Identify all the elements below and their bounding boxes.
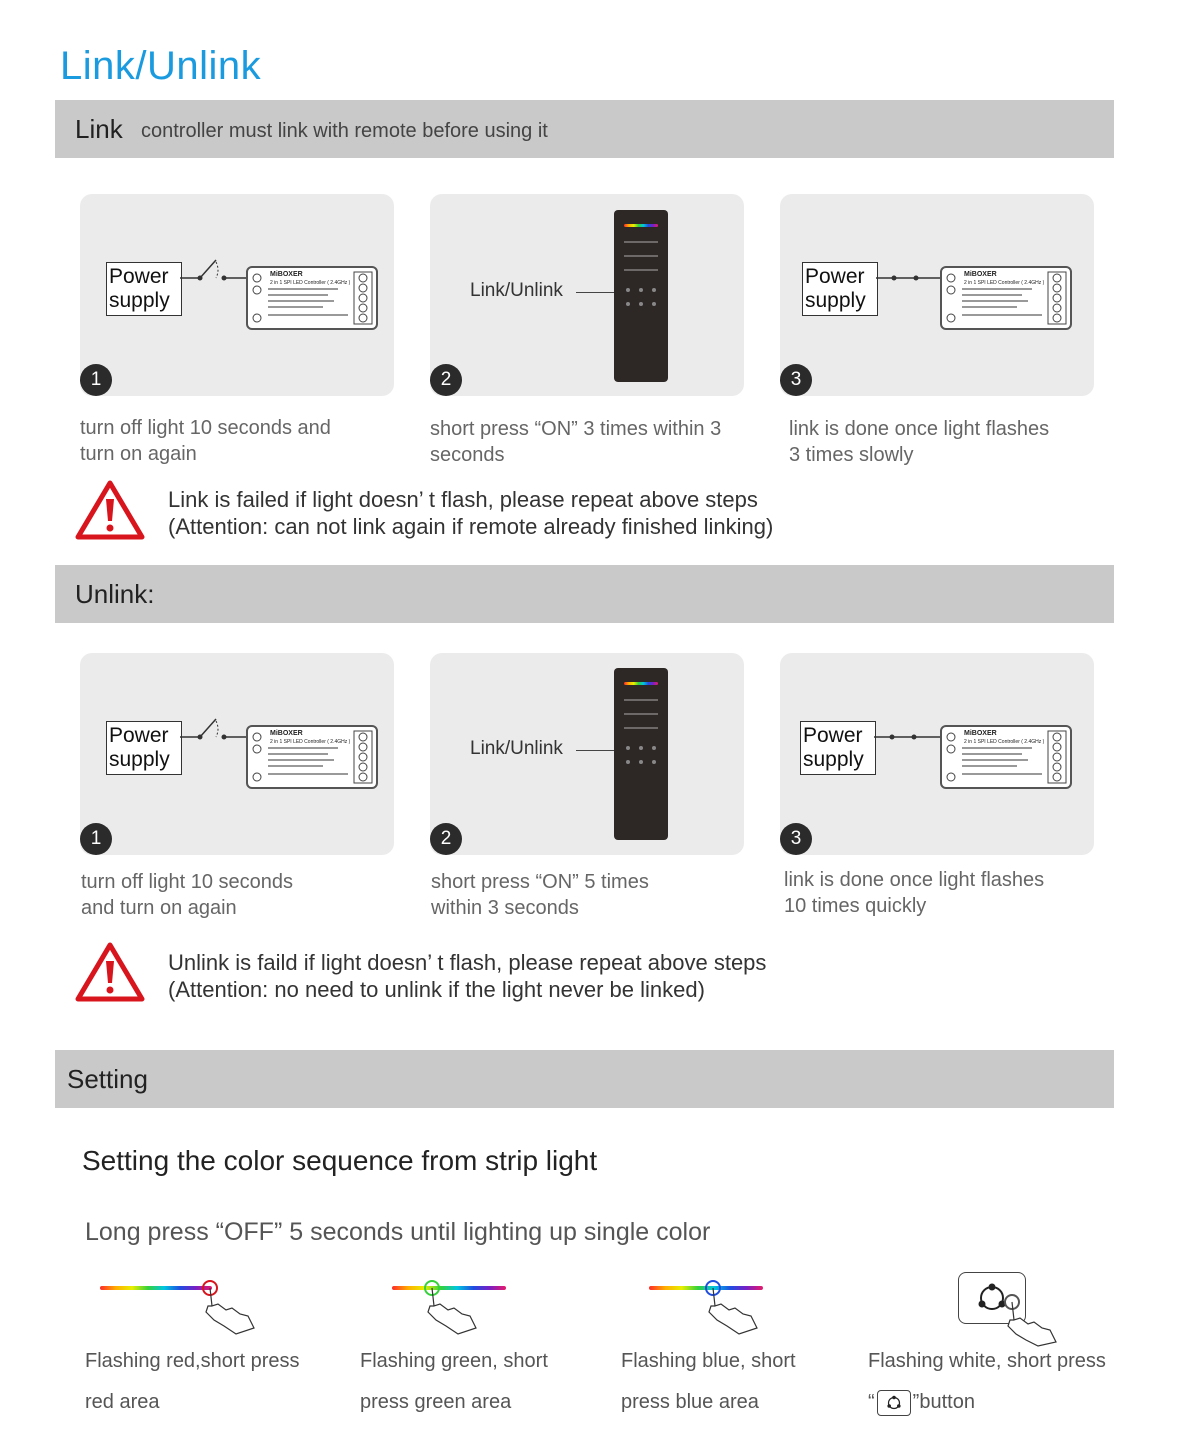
hand-press-icon: [196, 1276, 262, 1336]
page-title: Link/Unlink: [60, 44, 262, 88]
link-step-1-card: [80, 194, 394, 396]
cycle-button-inline: [877, 1390, 911, 1416]
caption-line: link is done once light flashes: [784, 869, 1045, 891]
caption-line: turn on again: [80, 443, 197, 465]
step-number-badge: 2: [430, 364, 462, 396]
unlink-warning-text: [168, 949, 766, 1003]
step-number-badge: 1: [80, 823, 112, 855]
controller-title: 2 in 1 SPI LED Controller ( 2.4GHz ): [964, 280, 1045, 286]
link-step-1-caption: [80, 415, 331, 467]
power-supply-box: Power supply: [800, 721, 876, 775]
unlink-step-2-caption: [431, 869, 649, 921]
controller-title: 2 in 1 SPI LED Controller ( 2.4GHz ): [270, 280, 351, 286]
step-number-badge: 2: [430, 823, 462, 855]
caption-line: press blue area: [621, 1391, 759, 1413]
controller-device: [940, 266, 1072, 330]
controller-brand: MiBOXER: [964, 271, 997, 278]
color-wheel-strip: [624, 682, 658, 685]
connection-wire: [874, 731, 942, 743]
connection-wire: [876, 272, 942, 284]
caption-line: red area: [85, 1391, 160, 1413]
controller-device: [246, 266, 378, 330]
step-number-badge: 1: [80, 364, 112, 396]
caption-line: 10 times quickly: [784, 895, 927, 917]
color-wheel-strip: [624, 224, 658, 227]
link-step-3-caption: [789, 416, 1049, 468]
power-supply-box: Power supply: [802, 262, 878, 316]
caption-line: Flashing blue, short: [621, 1350, 796, 1372]
link-section-header: [55, 100, 1114, 158]
warning-line: (Attention: can not link again if remote already finished linking): [168, 514, 774, 539]
link-step-2-card: [430, 194, 744, 396]
step-number-badge: 3: [780, 364, 812, 396]
label-leader-line: [576, 292, 614, 293]
unlink-step-1-caption: [81, 869, 293, 921]
hand-press-icon: [998, 1290, 1064, 1348]
cycle-icon: [886, 1395, 902, 1411]
controller-terminals: [248, 268, 376, 328]
link-step-2-caption: [430, 416, 721, 468]
caption-line: short press “ON” 5 times: [431, 871, 649, 893]
caption-line: [868, 1382, 1106, 1423]
setting-heading: Setting: [67, 1064, 148, 1094]
remote-control: [614, 668, 668, 840]
setting-section-header: [55, 1050, 1114, 1108]
unlink-section-header: [55, 565, 1114, 623]
remote-buttons: [614, 234, 668, 324]
caption-line: within 3 seconds: [431, 897, 579, 919]
controller-device: [246, 725, 378, 789]
step-number-badge: 3: [780, 823, 812, 855]
caption-line: 3 times slowly: [789, 444, 914, 466]
unlink-step-1-card: [80, 653, 394, 855]
caption-line: Flashing white, short press: [868, 1350, 1106, 1372]
switch-icon: [180, 711, 250, 751]
warning-line: (Attention: no need to unlink if the light never be linked): [168, 977, 705, 1002]
power-supply-box: Power supply: [106, 262, 182, 316]
unlink-step-3-caption: [784, 867, 1044, 919]
unlink-step-3-card: [780, 653, 1094, 855]
setting-item-red-caption: [85, 1341, 300, 1423]
setting-subtitle: Setting the color sequence from strip light: [82, 1145, 598, 1176]
link-step-3-card: [780, 194, 1094, 396]
controller-terminals: [942, 727, 1070, 787]
caption-line: link is done once light flashes: [789, 418, 1050, 440]
link-heading: Link: [75, 114, 123, 144]
controller-brand: MiBOXER: [964, 730, 997, 737]
caption-line: short press “ON” 3 times within 3: [430, 418, 722, 440]
controller-title: 2 in 1 SPI LED Controller ( 2.4GHz ): [964, 739, 1045, 745]
controller-terminals: [248, 727, 376, 787]
warning-icon: [74, 479, 146, 541]
hand-press-icon: [699, 1276, 765, 1336]
label-leader-line: [576, 750, 614, 751]
hand-press-icon: [418, 1276, 484, 1336]
switch-icon: [180, 252, 250, 292]
unlink-heading: Unlink:: [75, 579, 155, 609]
warning-line: Link is failed if light doesn’ t flash, please repeat above steps: [168, 487, 758, 512]
caption-line: turn off light 10 seconds: [81, 871, 293, 893]
caption-line: Flashing green, short: [360, 1350, 548, 1372]
unlink-step-2-card: [430, 653, 744, 855]
setting-item-green-caption: [360, 1341, 548, 1423]
setting-instruction: Long press “OFF” 5 seconds until lighting up single color: [85, 1218, 711, 1246]
close-quote-button-text: ”button: [912, 1391, 975, 1413]
warning-line: Unlink is faild if light doesn’ t flash, please repeat above steps: [168, 950, 767, 975]
caption-line: seconds: [430, 444, 505, 466]
caption-line: and turn on again: [81, 897, 237, 919]
remote-buttons: [614, 692, 668, 782]
remote-label: Link/Unlink: [470, 738, 563, 759]
setting-item-white-caption: [868, 1341, 1106, 1423]
controller-device: [940, 725, 1072, 789]
link-subheading: controller must link with remote before using it: [141, 120, 548, 142]
caption-line: turn off light 10 seconds and: [80, 417, 331, 439]
open-quote: “: [868, 1391, 875, 1413]
controller-title: 2 in 1 SPI LED Controller ( 2.4GHz ): [270, 739, 351, 745]
controller-terminals: [942, 268, 1070, 328]
caption-line: press green area: [360, 1391, 512, 1413]
controller-brand: MiBOXER: [270, 271, 303, 278]
warning-icon: [74, 941, 146, 1003]
power-supply-box: Power supply: [106, 721, 182, 775]
caption-line: Flashing red,short press: [85, 1350, 300, 1372]
setting-item-blue-caption: [621, 1341, 796, 1423]
remote-label: Link/Unlink: [470, 280, 563, 301]
controller-brand: MiBOXER: [270, 730, 303, 737]
remote-control: [614, 210, 668, 382]
link-warning-text: [168, 486, 773, 540]
